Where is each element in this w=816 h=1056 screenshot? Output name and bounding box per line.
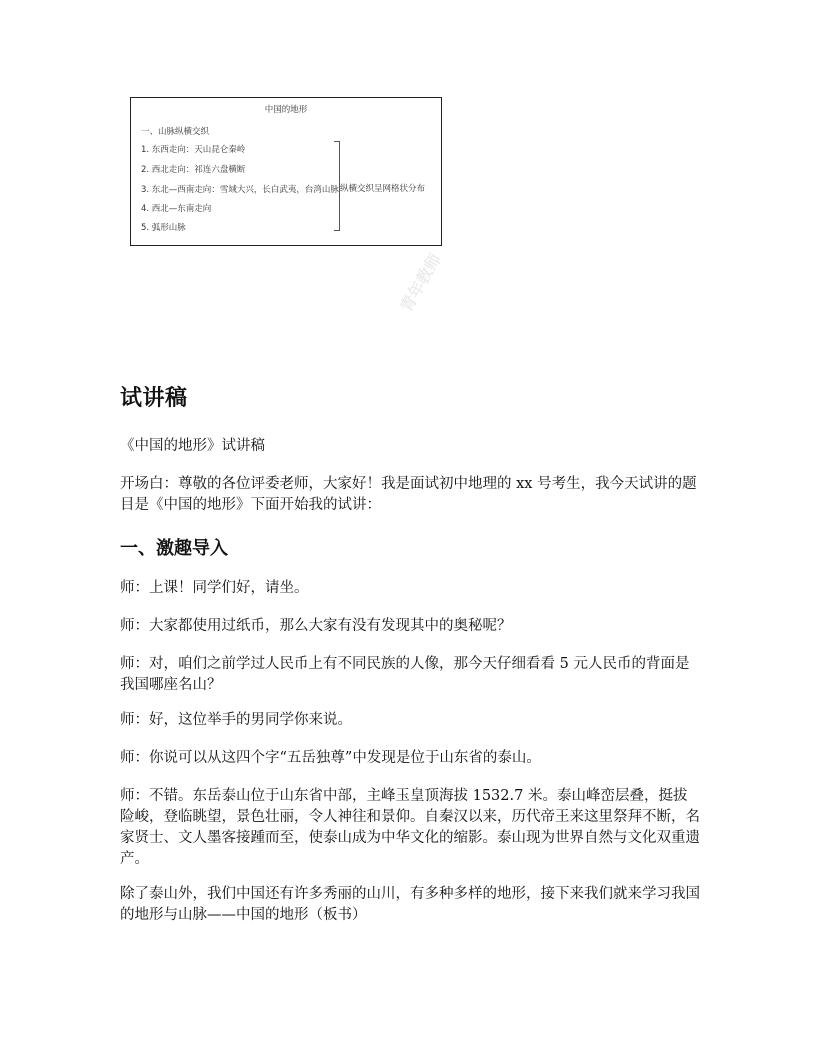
- board-line: 1. 东西走向：天山昆仑秦岭: [141, 145, 246, 155]
- document-subtitle: 《中国的地形》试讲稿: [120, 438, 265, 454]
- opening-paragraph: 开场白：尊敬的各位评委老师，大家好！我是面试初中地理的 xx 号考生，我今天试讲的题目是《中国的地形》下面开始我的试讲：: [120, 476, 697, 513]
- document-title: 试讲稿: [120, 386, 188, 411]
- board-title: 中国的地形: [264, 105, 308, 115]
- paragraph: 师：对，咱们之前学过人民币上有不同民族的人像，那今天仔细看看 5 元人民币的背面是我国哪座名山？: [120, 656, 690, 693]
- board-line: 2. 西北走向：祁连六盘横断: [141, 165, 246, 175]
- board-line: 4. 西北—东南走向: [141, 204, 212, 214]
- paragraph: 师：大家都使用过纸币，那么大家有没有发现其中的奥秘呢？: [120, 618, 512, 634]
- paragraph: 师：不错。东岳泰山位于山东省中部，主峰玉皇顶海拔 1532.7 米。泰山峰峦层叠，挺拔险峻，登临眺望，景色壮丽，令人神往和景仰。自秦汉以来，历代帝王来这里祭拜不断，名家贤士、文人墨客接踵而至，使泰山成为中华文化的缩影。泰山现为世界自然与文化双重遗产。: [120, 788, 700, 867]
- watermark-stamp: 青年教师: [396, 250, 445, 316]
- paragraph: 师：好，这位举手的男同学你来说。: [120, 712, 352, 728]
- paragraph: 师：上课！同学们好，请坐。: [120, 580, 309, 596]
- paragraph: 除了泰山外，我们中国还有许多秀丽的山川，有多种多样的地形，接下来我们就来学习我国的地形与山脉——中国的地形（板书）: [120, 886, 700, 923]
- board-line: 3. 东北—西南走向：雪域大兴，长白武夷，台湾山脉: [141, 185, 339, 195]
- section-heading: 一、激趣导入: [120, 538, 228, 559]
- board-design-figure: [130, 97, 445, 316]
- board-line: 一、山脉纵横交织: [141, 127, 210, 137]
- paragraph: 师：你说可以从这四个字“五岳独尊”中发现是位于山东省的泰山。: [120, 750, 541, 766]
- board-note: 纵横交织呈网格状分布: [340, 184, 426, 194]
- board-line: 5. 弧形山脉: [141, 223, 186, 233]
